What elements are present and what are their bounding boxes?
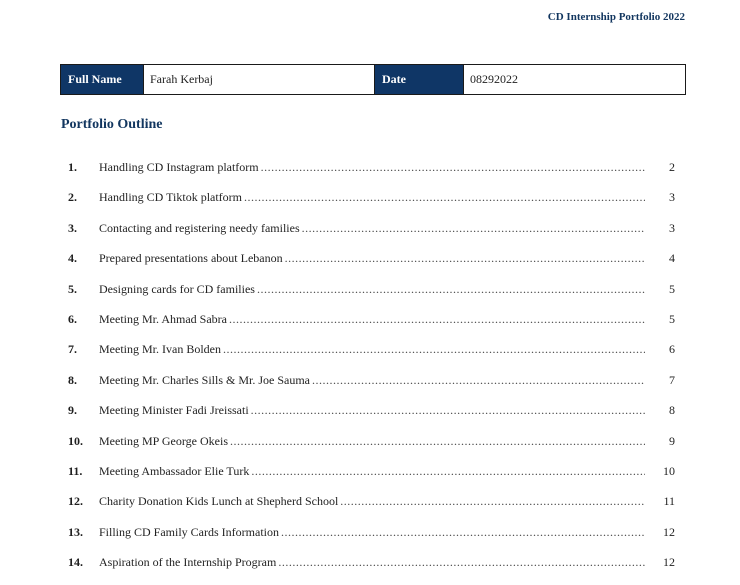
dot-leader [340,494,645,509]
outline-item [68,221,675,251]
outline-item-text: Prepared presentations about Lebanon [99,251,283,266]
outline-item [68,251,675,281]
outline-item-number: 8. [68,372,77,387]
outline-item-page: 10 [663,463,675,478]
outline-item-number: 3. [68,220,77,235]
outline-item [68,312,675,342]
outline-item [68,525,675,555]
outline-item-page: 4 [669,251,675,266]
full-name-label: Full Name [61,65,144,94]
outline-item [68,464,675,494]
outline-item-text: Meeting Mr. Ahmad Sabra [99,311,227,326]
outline-item [68,373,675,403]
dot-leader [302,221,645,236]
outline-item [68,282,675,312]
outline-item-number: 10. [68,433,83,448]
outline-item-number: 12. [68,494,83,509]
dot-leader [229,312,645,327]
outline-item-text: Filling CD Family Cards Information [99,524,279,539]
outline-item-page: 9 [669,433,675,448]
outline-item-number: 14. [68,555,83,570]
outline-item-text: Charity Donation Kids Lunch at Shepherd School [99,494,339,509]
dot-leader [281,525,645,540]
portfolio-outline-title: Portfolio Outline [61,117,163,132]
outline-item [68,555,675,585]
outline-item-text: Meeting MP George Okeis [99,433,228,448]
outline-item-text: Meeting Mr. Charles Sills & Mr. Joe Sauma [99,372,310,387]
outline-item-page: 5 [669,281,675,296]
outline-item-text: Meeting Mr. Ivan Bolden [99,342,221,357]
dot-leader [251,464,645,479]
outline-item [68,342,675,372]
outline-item-number: 13. [68,524,83,539]
dot-leader [244,190,645,205]
outline-item-text: Handling CD Instagram platform [99,160,259,174]
outline-list [68,160,675,585]
info-table [60,64,686,95]
outline-item [68,403,675,433]
outline-item-page: 11 [663,494,675,509]
dot-leader [230,434,645,449]
outline-item-text: Handling CD Tiktok platform [99,190,243,205]
outline-item-number: 2. [68,190,77,205]
outline-item-page: 6 [669,342,675,357]
outline-item [68,434,675,464]
full-name-value: Farah Kerbaj [144,65,375,94]
date-label: Date [375,65,464,94]
outline-item [68,160,675,190]
outline-item-number: 11. [68,463,83,478]
dot-leader [251,403,645,418]
dot-leader [278,555,645,570]
dot-leader [312,373,645,388]
outline-item-page: 12 [663,555,675,570]
outline-item-page: 3 [669,190,675,205]
outline-item [68,494,675,524]
outline-item-number: 7. [68,342,77,357]
dot-leader [257,282,645,297]
portfolio-header-title: CD Internship Portfolio 2022 [547,11,685,23]
outline-item-number: 9. [68,403,77,418]
outline-item-text: Meeting Minister Fadi Jreissati [99,403,249,418]
dot-leader [261,160,645,175]
outline-item-number: 6. [68,311,77,326]
outline-item-text: Meeting Ambassador Elie Turk [99,463,250,478]
outline-item-number: 1. [68,160,77,174]
outline-item-text: Designing cards for CD families [99,281,255,296]
outline-item [68,190,675,220]
outline-item-page: 12 [663,524,675,539]
date-value: 08292022 [470,72,518,86]
outline-item-page: 3 [669,220,675,235]
outline-item-page: 7 [669,372,675,387]
dot-leader [285,251,645,266]
outline-item-page: 5 [669,311,675,326]
outline-item-number: 4. [68,251,77,266]
outline-item-page: 2 [669,160,675,174]
outline-item-text: Contacting and registering needy families [99,220,300,235]
outline-item-number: 5. [68,281,77,296]
dot-leader [223,342,645,357]
outline-item-text: Aspiration of the Internship Program [99,555,277,570]
outline-item-page: 8 [669,403,675,418]
